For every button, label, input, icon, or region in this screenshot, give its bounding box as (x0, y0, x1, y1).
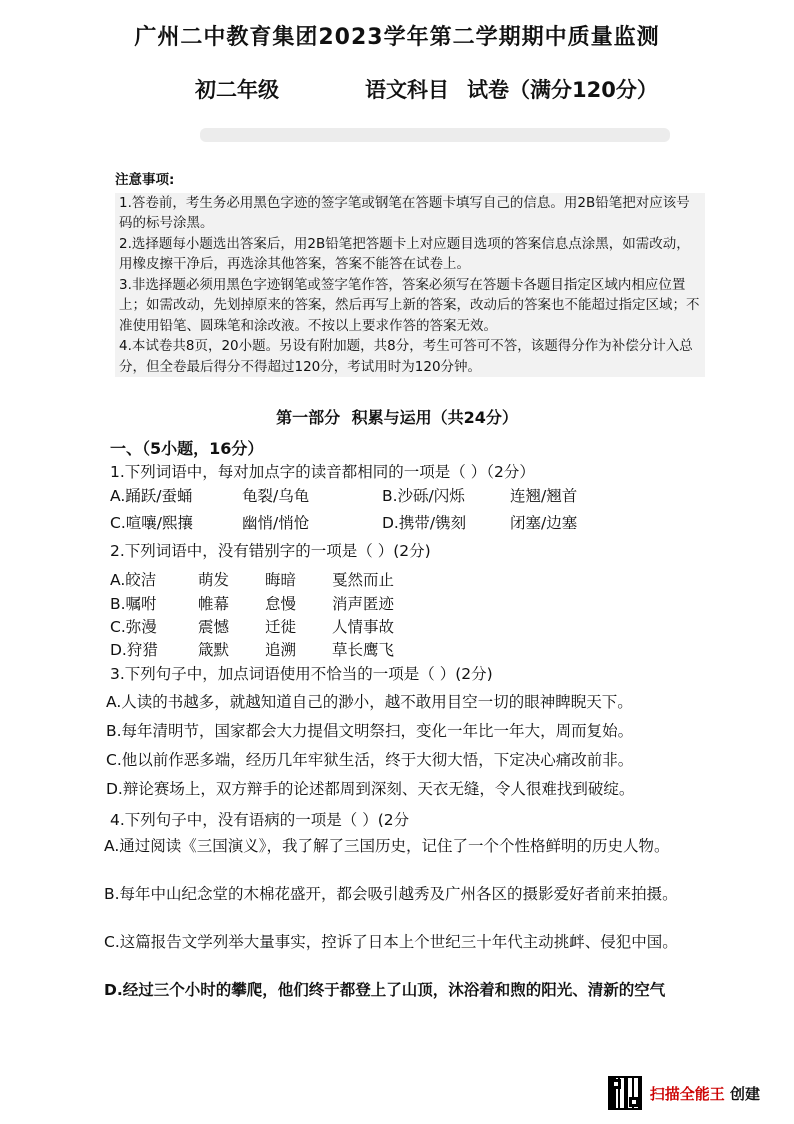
page-title: 广州二中教育集团2023学年第二学期期中质量监测 (134, 25, 660, 50)
qr-code-icon (608, 1076, 642, 1110)
option-cell: B.嘱咐 (110, 595, 157, 613)
option-cell: 人情事故 (332, 618, 395, 636)
question-3-option: A.人读的书越多，就越知道自己的渺小，越不敢用目空一切的眼神睥睨天下。 (106, 693, 633, 711)
question-4-option: C.这篇报告文学列举大量事实，控诉了日本上个世纪三十年代主动挑衅、侵犯中国。 (104, 933, 678, 951)
question-4-option: A.通过阅读《三国演义》，我了解了三国历史，记住了一个个性格鲜明的历史人物。 (104, 837, 670, 855)
grade-label: 初二年级 (195, 78, 279, 102)
question-2-stem: 2.下列词语中，没有错别字的一项是（ ）(2分) (110, 542, 431, 560)
option-cell: 震憾 (198, 618, 230, 636)
option-cell: 戛然而止 (332, 571, 395, 589)
option-cell: D.狩猎 (110, 641, 158, 659)
question-3-option: B.每年清明节，国家都会大力提倡文明祭扫，变化一年比一年大，周而复始。 (106, 722, 634, 740)
paper-label: 试卷（满分120分） (467, 78, 658, 102)
option-cell: 迁徙 (265, 618, 297, 636)
scan-smudge (200, 128, 670, 142)
scanner-brand: 扫描全能王 (649, 1084, 725, 1103)
question-4-stem: 4.下列句子中，没有语病的一项是（ ）(2分 (110, 811, 410, 829)
notes-title: 注意事项: (115, 172, 175, 188)
note-item: 1.答卷前，考生务必用黑色字迹的签字笔或钢笔在答题卡填写自己的信息。用2B铅笔把对应该号码的标号涂黑。 (115, 193, 705, 234)
option-cell: 箴默 (198, 641, 230, 659)
question-1-stem: 1.下列词语中，每对加点字的读音都相同的一项是（ ）（2分） (110, 463, 535, 481)
option-cell: 连翘/翘首 (510, 487, 578, 505)
subtitle (195, 74, 658, 104)
option-cell: A.踊跃/蚕蛹 (110, 487, 193, 505)
option-cell: C.喧嚷/熙攘 (110, 514, 193, 532)
option-cell: 帷幕 (198, 595, 230, 613)
option-cell: 闭塞/边塞 (510, 514, 578, 532)
question-3-option: D.辩论赛场上，双方辩手的论述都周到深刻、天衣无缝，令人很难找到破绽。 (106, 780, 635, 798)
watermark-text (650, 1083, 760, 1104)
option-cell: C.弥漫 (110, 618, 157, 636)
option-cell: 龟裂/乌龟 (242, 487, 310, 505)
scanner-watermark (608, 1076, 760, 1110)
question-3-option: C.他以前作恶多端，经历几年牢狱生活，终于大彻大悟，下定决心痛改前非。 (106, 751, 634, 769)
part-heading: 一、（5小题，16分） (110, 439, 264, 458)
option-cell: 幽悄/悄怆 (242, 514, 310, 532)
question-3-stem: 3.下列句子中，加点词语使用不恰当的一项是（ ）(2分) (110, 665, 493, 683)
option-cell: 萌发 (198, 571, 230, 589)
option-cell: 草长鹰飞 (332, 641, 395, 659)
subject-label: 语文科目 (365, 78, 449, 102)
section-title: 第一部分 积累与运用（共24分） (276, 408, 518, 427)
question-4-option: B.每年中山纪念堂的木棉花盛开，都会吸引越秀及广州各区的摄影爱好者前来拍摄。 (104, 885, 678, 903)
note-item: 4.本试卷共8页，20小题。另设有附加题，共8分，考生可答可不答，该题得分作为补偿分计入总分，但全卷最后得分不得超过120分，考试用时为120分钟。 (115, 336, 705, 377)
note-item: 3.非选择题必须用黑色字迹钢笔或签字笔作答，答案必须写在答题卡各题目指定区域内相应位置上；如需改动，先划掉原来的答案，然后再写上新的答案，改动后的答案也不能超过指定区域；不准使用铅笔、圆珠笔和涂改液。不按以上要求作答的答案无效。 (115, 275, 705, 337)
option-cell: D.携带/镌刻 (382, 514, 467, 532)
note-item: 2.选择题每小题选出答案后，用2B铅笔把答题卡上对应题目选项的答案信息点涂黑，如需改动，用橡皮擦干净后，再选涂其他答案，答案不能答在试卷上。 (115, 234, 705, 275)
option-cell: 消声匿迹 (332, 595, 395, 613)
option-cell: 追溯 (265, 641, 297, 659)
created-label: 创建 (729, 1084, 760, 1103)
notes-block (115, 170, 705, 377)
option-cell: 怠慢 (265, 595, 297, 613)
option-cell: A.皎洁 (110, 571, 157, 589)
option-cell: B.沙砾/闪烁 (382, 487, 465, 505)
question-4-option: D.经过三个小时的攀爬，他们终于都登上了山顶，沐浴着和煦的阳光、清新的空气 (104, 981, 666, 999)
option-cell: 晦暗 (265, 571, 297, 589)
